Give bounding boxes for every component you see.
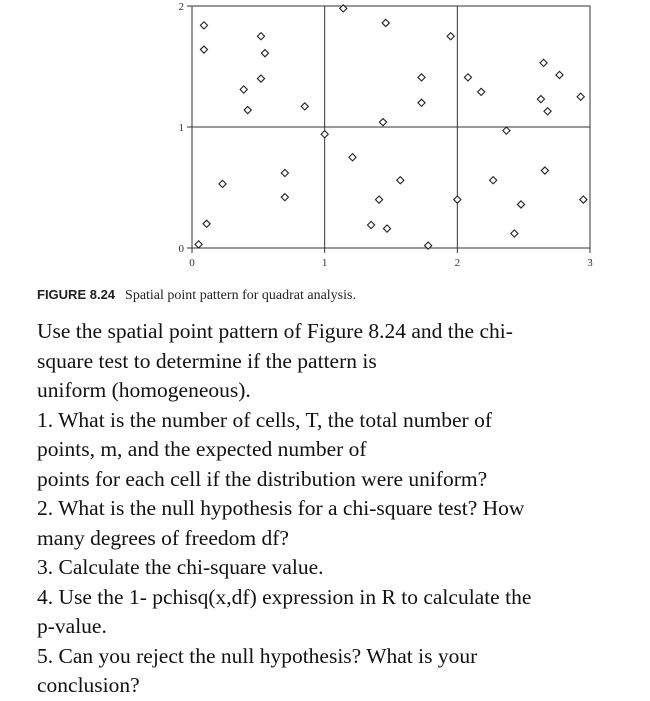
figure-caption bbox=[37, 287, 356, 304]
data-point bbox=[464, 74, 471, 81]
data-point bbox=[200, 46, 207, 53]
question-line: uniform (homogeneous). bbox=[37, 378, 251, 402]
data-point bbox=[219, 180, 226, 187]
data-point bbox=[511, 230, 518, 237]
data-point bbox=[537, 96, 544, 103]
question-line: 2. What is the null hypothesis for a chi-square test? How bbox=[37, 496, 525, 520]
data-point bbox=[383, 225, 390, 232]
data-point bbox=[541, 167, 548, 174]
data-point bbox=[368, 221, 375, 228]
data-point bbox=[200, 22, 207, 29]
data-point bbox=[321, 131, 328, 138]
data-point bbox=[540, 59, 547, 66]
data-point bbox=[382, 19, 389, 26]
spatial-point-pattern-chart bbox=[0, 0, 650, 280]
y-tick-label: 2 bbox=[178, 1, 184, 13]
question-line: conclusion? bbox=[37, 673, 140, 697]
data-point bbox=[544, 108, 551, 115]
x-tick-label: 0 bbox=[189, 257, 195, 269]
question-line: points for each cell if the distribution were uniform? bbox=[37, 466, 488, 491]
data-point bbox=[195, 241, 202, 248]
data-point bbox=[418, 99, 425, 106]
data-point bbox=[281, 169, 288, 176]
data-point bbox=[580, 196, 587, 203]
x-tick-label: 3 bbox=[587, 257, 593, 269]
data-point bbox=[454, 196, 461, 203]
question-line: Use the spatial point pattern of Figure 8.24 and the chi- bbox=[37, 319, 513, 343]
figure-label: FIGURE 8.24 bbox=[37, 287, 116, 302]
question-line: square test to determine if the pattern is bbox=[37, 348, 377, 373]
y-tick-label: 0 bbox=[178, 243, 184, 255]
data-point bbox=[517, 201, 524, 208]
data-point bbox=[490, 177, 497, 184]
data-point bbox=[240, 86, 247, 93]
question-line: many degrees of freedom df? bbox=[37, 525, 289, 550]
data-point bbox=[447, 33, 454, 40]
figure-caption-text: Spatial point pattern for quadrat analysis. bbox=[125, 288, 356, 303]
data-point bbox=[301, 103, 308, 110]
data-point bbox=[244, 106, 251, 113]
question-line: p-value. bbox=[37, 614, 107, 638]
data-point bbox=[257, 33, 264, 40]
data-point bbox=[375, 196, 382, 203]
data-point bbox=[556, 71, 563, 78]
data-point bbox=[203, 220, 210, 227]
x-tick-label: 2 bbox=[454, 257, 461, 269]
question-line: 1. What is the number of cells, T, the total number of bbox=[37, 407, 492, 432]
x-tick-label: 1 bbox=[321, 257, 328, 269]
data-point bbox=[478, 88, 485, 95]
question-line: points, m, and the expected number of bbox=[37, 437, 367, 461]
question-line: 4. Use the 1- pchisq(x,df) expression in R to calculate the bbox=[37, 584, 532, 609]
y-tick-label: 1 bbox=[178, 122, 184, 134]
data-point bbox=[349, 154, 356, 161]
data-point bbox=[261, 50, 268, 57]
data-point bbox=[397, 177, 404, 184]
data-point bbox=[257, 75, 264, 82]
data-point bbox=[418, 74, 425, 81]
data-point bbox=[281, 194, 288, 201]
question-line: 5. Can you reject the null hypothesis? What is your bbox=[37, 643, 478, 668]
data-point bbox=[379, 119, 386, 126]
question-line: 3. Calculate the chi-square value. bbox=[37, 555, 324, 579]
data-point bbox=[577, 93, 584, 100]
question-text bbox=[37, 317, 637, 701]
data-point bbox=[503, 127, 510, 134]
